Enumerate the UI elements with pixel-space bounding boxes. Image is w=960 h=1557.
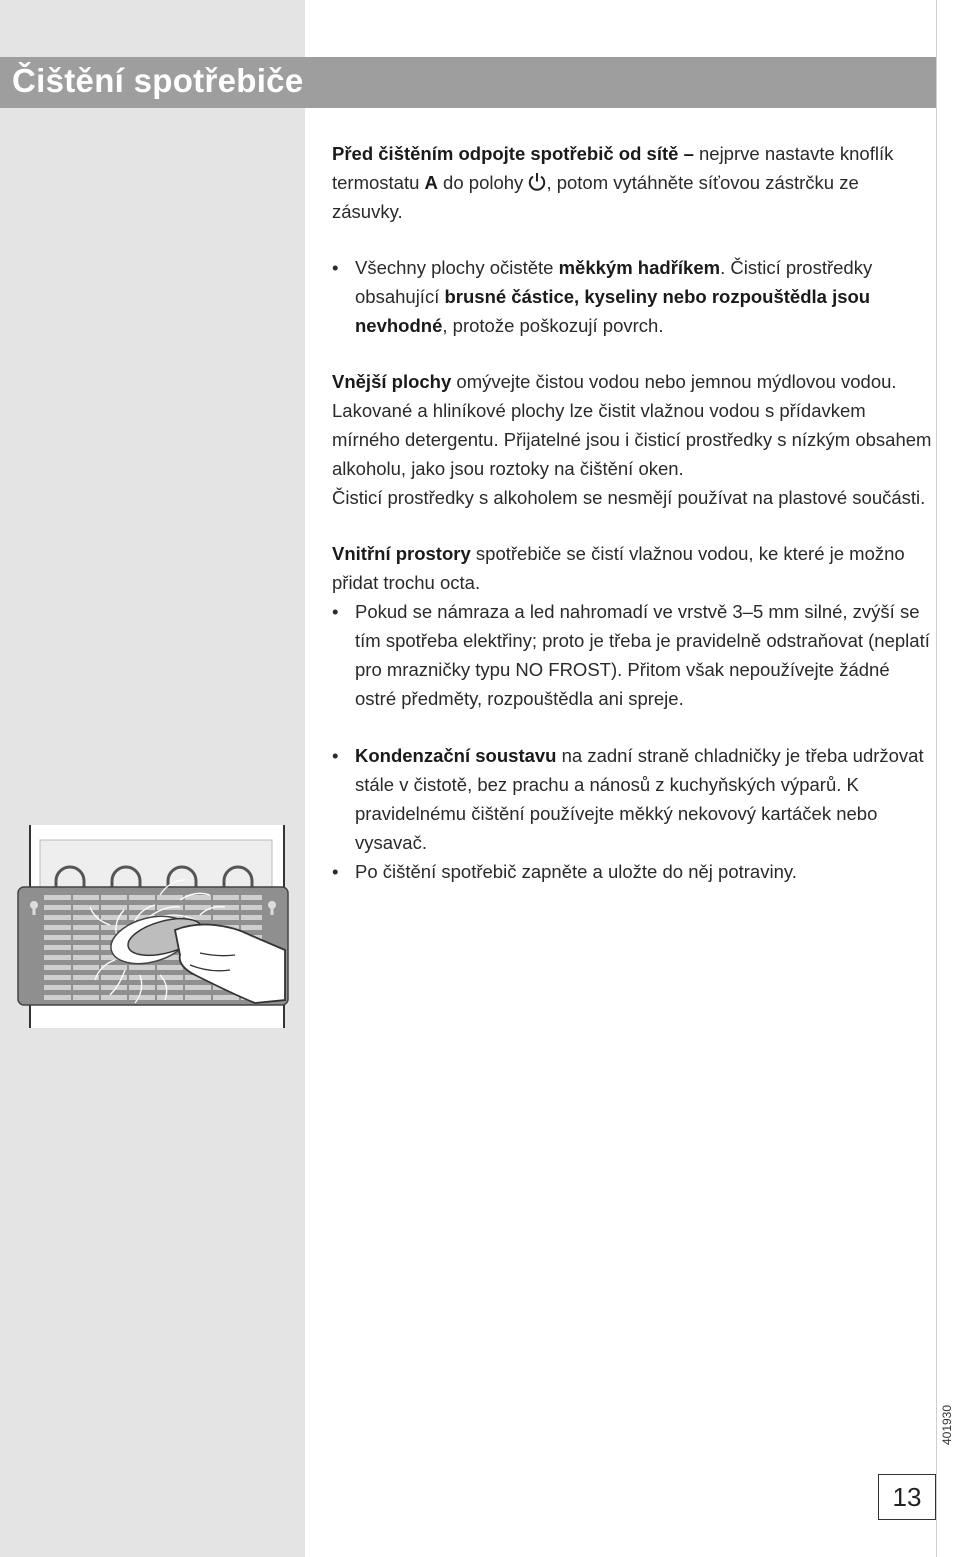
document-number: 401930 xyxy=(940,1404,954,1446)
bullet3-text: na zadní straně chladničky je třeba udržovat stále v čistotě, bez prachu a nánosů z kuchyňských výparů. K pravidelnému čištění používejte měkký nekovový kartáček nebo vysavač. xyxy=(355,745,924,853)
condenser-brush-illustration xyxy=(0,825,305,1028)
bullet2-text: Pokud se námraza a led nahromadí ve vrstvě 3–5 mm silné, zvýší se tím spotřeba elektřiny; proto je třeba je pravidelně odstraňovat (neplatí pro mrazničky typu NO FROST). Přitom však nepoužívejte žádné ostré předměty, rozpouštědla ani spreje. xyxy=(355,601,930,709)
exterior-alcohol-paragraph: Čisticí prostředky s alkoholem se nesmějí používat na plastové součásti. xyxy=(332,487,926,508)
power-symbol-icon xyxy=(528,172,546,192)
left-sidebar-panel xyxy=(0,0,305,1557)
bullet1-text-3: , protože poškozují povrch. xyxy=(442,315,664,336)
bullet-condenser xyxy=(332,741,932,857)
condenser-heading: Kondenzační soustavu xyxy=(355,745,557,766)
bullet-dot: • xyxy=(332,745,339,766)
intro-text-1: nejprve nastavte knoflík termostatu xyxy=(332,143,894,193)
intro-text-3: , potom vytáhněte síťovou zástrčku ze zásuvky. xyxy=(332,172,859,222)
interior-paragraph xyxy=(332,539,932,597)
bullet-dot: • xyxy=(332,861,339,882)
main-content xyxy=(332,139,932,886)
bullet-frost xyxy=(332,597,932,713)
bullet-dot: • xyxy=(332,601,339,622)
intro-warning: Před čištěním odpojte spotřebič od sítě – xyxy=(332,143,694,164)
page-number: 13 xyxy=(878,1474,936,1520)
exterior-text: omývejte čistou vodou nebo jemnou mýdlovou vodou. xyxy=(451,371,897,392)
exterior-heading: Vnější plochy xyxy=(332,371,452,392)
right-margin-line xyxy=(936,0,937,1557)
exterior-lacquered-paragraph: Lakované a hliníkové plochy lze čistit vlažnou vodou s přídavkem mírného detergentu. Přijatelné jsou i čisticí prostředky s nízkým obsahem alkoholu, jako jsou roztoky na čištění oken. xyxy=(332,400,932,479)
bullet-soft-cloth xyxy=(332,253,932,340)
bullet1-text-1: Všechny plochy očistěte xyxy=(355,257,559,278)
bullet1-bold-2: brusné částice, kyseliny nebo rozpouštědla jsou nevhodné xyxy=(355,286,871,336)
bullet-dot: • xyxy=(332,257,339,278)
exterior-paragraph xyxy=(332,367,932,396)
page-title: Čištění spotřebiče xyxy=(12,62,304,99)
intro-paragraph xyxy=(332,139,932,226)
thermostat-knob-label: A xyxy=(424,172,438,193)
intro-text-2: do polohy xyxy=(437,172,529,193)
interior-heading: Vnitřní prostory xyxy=(332,543,471,564)
bullet4-text: Po čištění spotřebič zapněte a uložte do něj potraviny. xyxy=(355,861,797,882)
bullet1-text-2: . Čisticí prostředky obsahující xyxy=(355,257,873,307)
interior-text: spotřebiče se čistí vlažnou vodou, ke které je možno přidat trochu octa. xyxy=(332,543,905,593)
bullet-after-cleaning xyxy=(332,857,932,886)
bullet1-bold-1: měkkým hadříkem xyxy=(558,257,721,278)
